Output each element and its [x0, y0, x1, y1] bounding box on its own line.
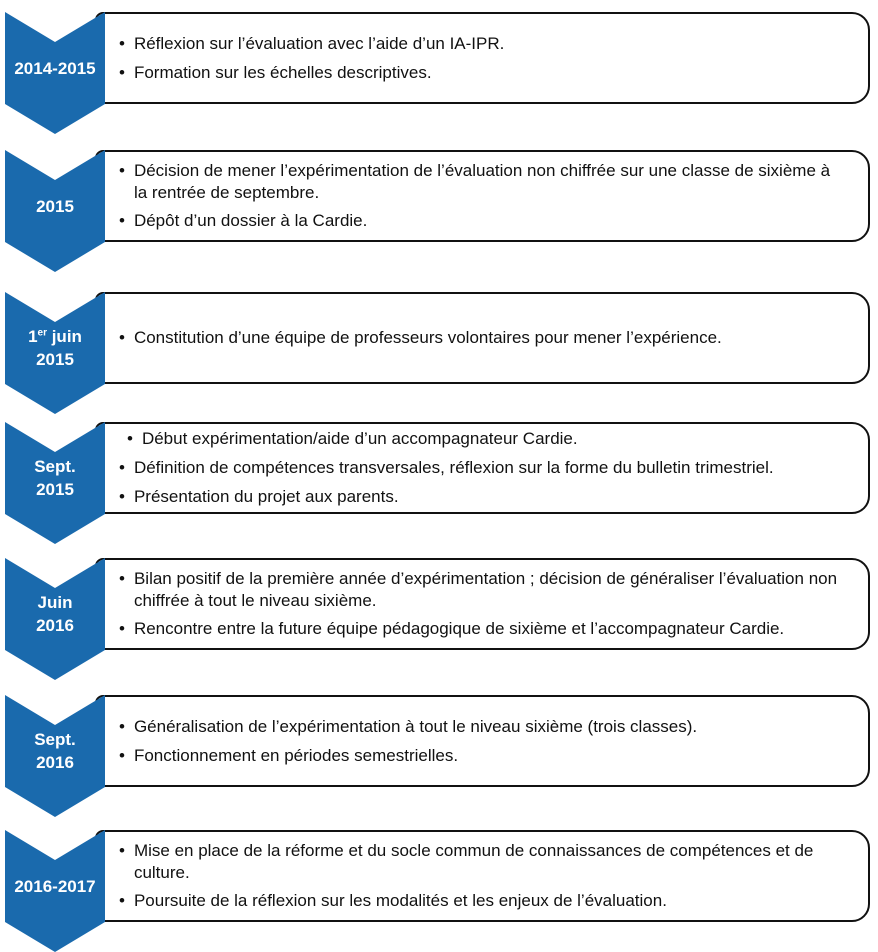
bullet-icon: •	[119, 328, 125, 348]
date-line: 1er juin	[28, 327, 82, 347]
event-box	[95, 695, 870, 787]
date-line: 2016	[36, 753, 74, 772]
bullet-icon: •	[119, 33, 125, 53]
bullet-item	[119, 486, 842, 508]
event-box	[95, 558, 870, 650]
bullet-list	[119, 428, 842, 507]
bullet-item	[119, 160, 842, 204]
bullet-item	[119, 327, 842, 349]
timeline-section	[0, 292, 878, 414]
date-label	[5, 318, 105, 380]
bullet-text: Mise en place de la réforme et du socle commun de connaissances de compétences et de culture.	[133, 840, 814, 882]
date-line: 2015	[36, 480, 74, 499]
date-line: 2016	[36, 616, 74, 635]
bullet-item	[119, 618, 842, 640]
timeline-section	[0, 558, 878, 680]
bullet-icon: •	[119, 745, 125, 765]
bullet-list	[119, 160, 842, 232]
bullet-item	[119, 716, 842, 738]
bullet-icon: •	[119, 716, 125, 736]
date-label	[5, 584, 105, 646]
bullet-list	[119, 840, 842, 912]
event-box	[95, 292, 870, 384]
event-box	[95, 830, 870, 922]
timeline-section	[0, 422, 878, 544]
date-line: Sept.	[34, 457, 76, 477]
bullet-icon: •	[127, 429, 133, 449]
event-box	[95, 12, 870, 104]
bullet-icon: •	[119, 840, 125, 860]
bullet-item	[119, 568, 842, 612]
bullet-icon: •	[119, 486, 125, 506]
bullet-icon: •	[119, 568, 125, 588]
bullet-list	[119, 716, 842, 767]
bullet-item	[119, 840, 842, 884]
timeline-section	[0, 12, 878, 134]
bullet-text: Décision de mener l’expérimentation de l’évaluation non chiffrée sur une classe de sixième à la rentrée de septembre.	[133, 160, 831, 202]
bullet-item	[119, 62, 842, 84]
bullet-text: Début expérimentation/aide d’un accompagnateur Cardie.	[141, 429, 578, 449]
bullet-item	[119, 210, 842, 232]
bullet-text: Dépôt d’un dossier à la Cardie.	[133, 211, 368, 231]
date-label	[5, 856, 105, 918]
event-box	[95, 422, 870, 514]
bullet-icon: •	[119, 211, 125, 231]
bullet-text: Réflexion sur l’évaluation avec l’aide d’un IA-IPR.	[133, 33, 505, 53]
bullet-list	[119, 327, 842, 349]
date-line: 2015	[36, 196, 74, 216]
bullet-text: Bilan positif de la première année d’expérimentation ; décision de généraliser l’évaluation non chiffrée à tout le niveau sixième.	[133, 568, 838, 610]
date-line: Juin	[37, 593, 73, 613]
bullet-icon: •	[119, 62, 125, 82]
bullet-icon: •	[119, 619, 125, 639]
date-line: Sept.	[34, 730, 76, 750]
date-line: 2016-2017	[14, 876, 96, 896]
bullet-list	[119, 33, 842, 84]
date-line: 2014-2015	[14, 58, 96, 78]
date-label	[5, 448, 105, 510]
bullet-text: Présentation du projet aux parents.	[133, 486, 399, 506]
bullet-list	[119, 568, 842, 640]
date-line: 2015	[36, 350, 74, 369]
bullet-icon: •	[119, 458, 125, 478]
bullet-item	[119, 745, 842, 767]
bullet-icon: •	[119, 160, 125, 180]
bullet-text: Fonctionnement en périodes semestrielles.	[133, 745, 459, 765]
bullet-text: Formation sur les échelles descriptives.	[133, 62, 432, 82]
bullet-icon: •	[119, 891, 125, 911]
bullet-text: Définition de compétences transversales, réflexion sur la forme du bulletin trimestriel.	[133, 458, 774, 478]
date-label	[5, 38, 105, 100]
event-box	[95, 150, 870, 242]
timeline-section	[0, 695, 878, 817]
date-label	[5, 176, 105, 238]
bullet-item	[119, 428, 842, 450]
timeline-section	[0, 150, 878, 272]
bullet-text: Généralisation de l’expérimentation à tout le niveau sixième (trois classes).	[133, 716, 698, 736]
date-label	[5, 721, 105, 783]
bullet-text: Constitution d’une équipe de professeurs volontaires pour mener l’expérience.	[133, 328, 722, 348]
timeline-section	[0, 830, 878, 952]
bullet-text: Poursuite de la réflexion sur les modalités et les enjeux de l’évaluation.	[133, 891, 667, 911]
bullet-item	[119, 33, 842, 55]
bullet-item	[119, 890, 842, 912]
bullet-text: Rencontre entre la future équipe pédagogique de sixième et l’accompagnateur Cardie.	[133, 619, 785, 639]
bullet-item	[119, 457, 842, 479]
